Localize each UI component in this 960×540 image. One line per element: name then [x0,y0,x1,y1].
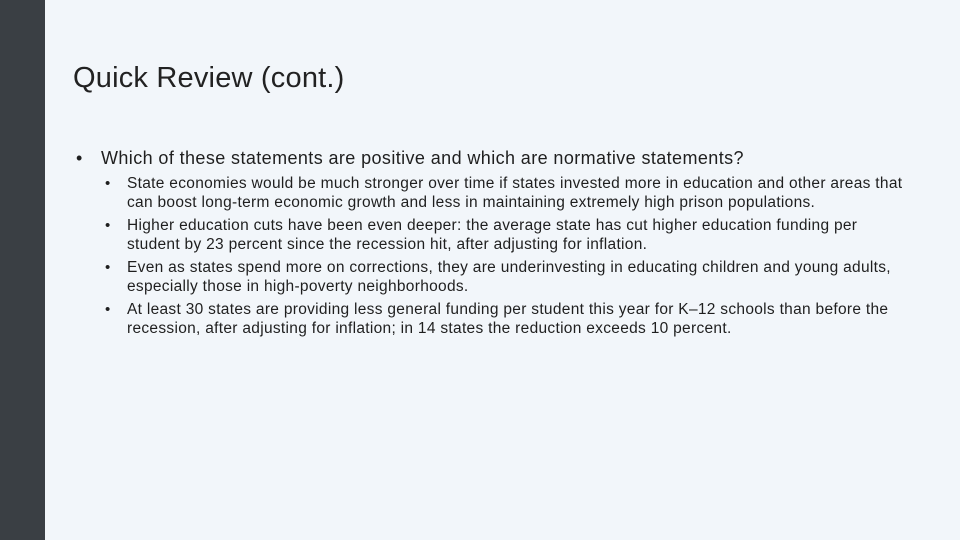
statement-text: Even as states spend more on corrections, they are underinvesting in educating children and young adults, especially those in high-poverty neighborhoods. [127,259,891,295]
question-text: Which of these statements are positive and which are normative statements? [101,148,744,168]
slide-title: Quick Review (cont.) [73,62,345,94]
bullet-icon: • [105,301,111,318]
statement-list [101,174,914,338]
statement-item-4 [101,300,914,338]
left-accent-bar [0,0,45,540]
bullet-icon: • [105,175,111,192]
statement-text: Higher education cuts have been even deeper: the average state has cut higher education funding per student by 23 percent since the recession hit, after adjusting for inflation. [127,217,858,253]
statement-text: At least 30 states are providing less general funding per student this year for K–12 schools than before the recession, after adjusting for inflation; in 14 states the reduction exceeds 10 percent. [127,301,889,337]
bullet-icon: • [76,148,83,168]
bullet-icon: • [105,217,111,234]
bullet-icon: • [105,259,111,276]
main-bullet-list [74,147,914,342]
question-bullet [74,147,914,338]
statement-item-3 [101,258,914,296]
statement-item-1 [101,174,914,212]
statement-text: State economies would be much stronger over time if states invested more in education and other areas that can boost long-term economic growth and less in maintaining extremely high prison populations. [127,175,903,211]
statement-item-2 [101,216,914,254]
